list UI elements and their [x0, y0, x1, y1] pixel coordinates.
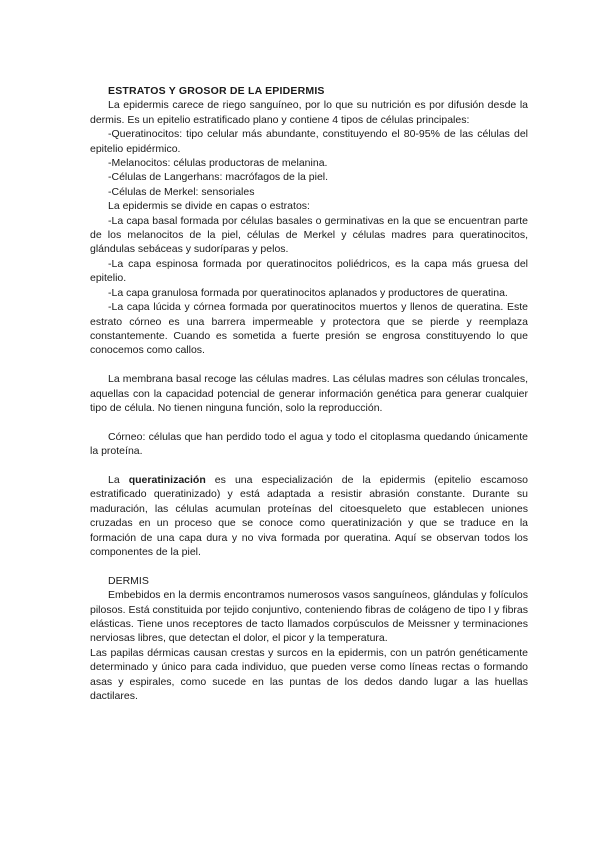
list-item-langerhans: -Células de Langerhans: macrófagos de la piel.	[108, 171, 329, 184]
list-item-capa-espinosa: -La capa espinosa formada por queratinocitos poliédricos, es la capa más gruesa del epitelio.	[90, 257, 528, 285]
list-item-capa-granulosa: -La capa granulosa formada por queratinocitos aplanados y productores de queratina.	[108, 286, 508, 299]
list-item-queratinocitos: -Queratinocitos: tipo celular más abundante, constituyendo el 80-95% de las células del epitelio epidérmico.	[90, 128, 528, 155]
paragraph-papilas: Las papilas dérmicas causan crestas y surcos en la epidermis, con un patrón genéticamente determinado y único para cada individuo, que pueden verse como líneas rectas o formando asas y espirales, como sucede en las puntas de los dedos dando lugar a las huellas dactilares.	[90, 646, 528, 702]
list-item-melanocitos: -Melanocitos: células productoras de melanina.	[108, 157, 328, 170]
paragraph-membrana-basal: La membrana basal recoge las células madres. Las células madres son células troncales, aquellas con la capacidad potencial de generar información genética para generar cualquier tipo de célula. No tienen ninguna función, solo la reproducción.	[90, 373, 528, 414]
paragraph-queratinizacion	[90, 473, 528, 559]
section-heading-dermis: DERMIS	[108, 574, 149, 587]
list-item-merkel: -Células de Merkel: sensoriales	[108, 185, 255, 198]
paragraph-intro: La epidermis carece de riego sanguíneo, por lo que su nutrición es por difusión desde la dermis. Es un epitelio estratificado plano y contiene 4 tipos de células principales:	[90, 99, 528, 126]
paragraph-corneo: Córneo: células que han perdido todo el agua y todo el citoplasma quedando únicamente la proteína.	[90, 430, 528, 458]
list-item-capa-lucida: -La capa lúcida y córnea formada por queratinocitos muertos y llenos de queratina. Este estrato córneo es una barrera impermeable y protectora que se pierde y reemplaza constantemente. Cuando es sometida a fuerte presión se engrosa constituyendo lo que conocemos como callos.	[90, 301, 528, 357]
document-page	[90, 84, 528, 703]
paragraph-capas: La epidermis se divide en capas o estratos:	[108, 200, 310, 213]
queratinizacion-rest: es una especialización de la epidermis (epitelio escamoso estratificado queratinizado) y está adaptada a resistir abrasión constante. Durante su maduración, las células acumulan proteínas del citoesqueleto que establecen uniones cruzadas en un proceso que se conoce como queratinización y que se traduce en la formación de una capa dura y no viva formada por queratina. Aquí se observan todos los componentes de la piel.	[90, 473, 528, 558]
queratinizacion-lead: La	[108, 473, 129, 486]
paragraph-dermis: Embebidos en la dermis encontramos numerosos vasos sanguíneos, glándulas y folículos pilosos. Está constituida por tejido conjuntivo, conteniendo fibras de colágeno de tipo I y fibras elásticas. Tiene unos receptores de tacto llamados corpúsculos de Meissner y terminaciones nerviosas libres, que detectan el dolor, el picor y la temperatura.	[90, 589, 528, 645]
queratinizacion-term: queratinización	[128, 473, 206, 486]
section-heading-epidermis: ESTRATOS Y GROSOR DE LA EPIDERMIS	[108, 85, 325, 97]
list-item-capa-basal: -La capa basal formada por células basales o germinativas en la que se encuentran parte de los melanocitos de la piel, células de Merkel y células madres para queratinocitos, glándulas sebáceas y sudoríparas y pelos.	[90, 214, 528, 256]
